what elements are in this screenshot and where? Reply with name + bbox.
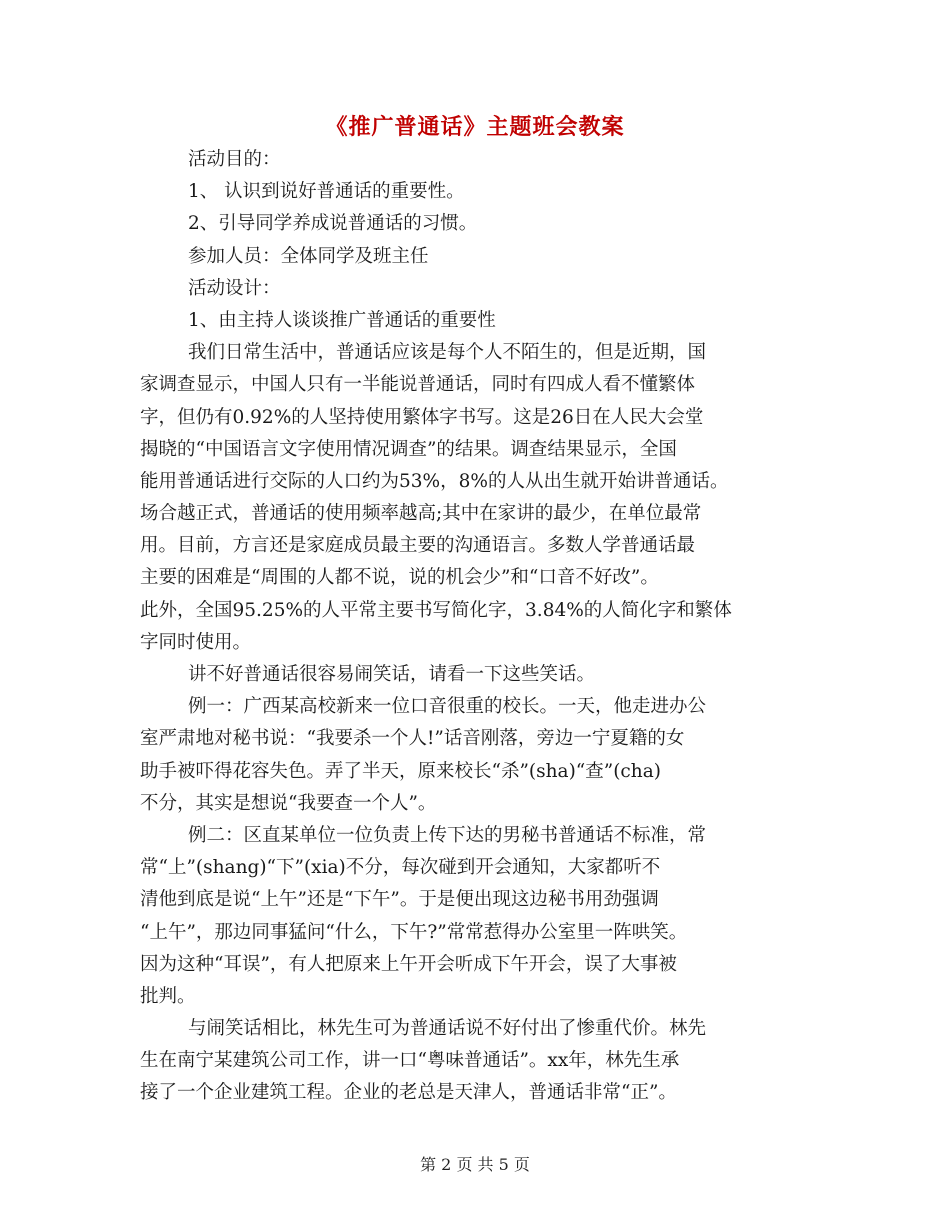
paragraph-line: 家调查显示，中国人只有一半能说普通话，同时有四成人看不懂繁体 [140,374,696,396]
paragraph-line: 常“上”(shang)“下”(xia)不分，每次碰到开会通知，大家都听不 [140,857,661,879]
paragraph-line: 例二：区直某单位一位负责上传下达的男秘书普通话不标准，常 [188,824,707,846]
document-body [140,144,820,1110]
list-item: 2、引导同学养成说普通话的习惯。 [188,213,478,235]
paragraph-line: 因为这种“耳误”，有人把原来上午开会听成下午开会，误了大事被 [140,953,677,975]
paragraph-line: 室严肃地对秘书说：“我要杀一个人!”话音刚落，旁边一宁夏籍的女 [140,728,685,750]
paragraph-line: 揭晓的“中国语言文字使用情况调查”的结果。调查结果显示，全国 [140,438,677,460]
paragraph-line: 用。目前，方言还是家庭成员最主要的沟通语言。多数人学普通话最 [140,535,696,557]
paragraph-line: 我们日常生活中，普通话应该是每个人不陌生的，但是近期，国 [188,342,707,364]
paragraph-line: 例一：广西某高校新来一位口音很重的校长。一天，他走进办公 [188,696,707,718]
paragraph-line: 能用普通话进行交际的人口约为53%，8%的人从出生就开始讲普通话。 [140,470,729,492]
paragraph-line: “上午”，那边同事猛问“什么，下午?”常常惹得办公室里一阵哄笑。 [140,921,688,943]
paragraph-line: 接了一个企业建筑工程。企业的老总是天津人，普通话非常“正”。 [140,1082,677,1104]
paragraph-line: 生在南宁某建筑公司工作，讲一口“粤味普通话”。xx年，林先生承 [140,1050,680,1072]
paragraph-line: 此外，全国95.25%的人平常主要书写简化字，3.84%的人简化字和繁体 [140,599,732,621]
paragraph-line: 主要的困难是“周围的人都不说，说的机会少”和“口音不好改”。 [140,567,659,589]
section-heading: 活动设计： [188,277,281,299]
participants-line: 参加人员：全体同学及班主任 [188,245,429,267]
paragraph-line: 场合越正式，普通话的使用频率越高;其中在家讲的最少，在单位最常 [140,503,702,525]
list-item: 1、由主持人谈谈推广普通话的重要性 [188,309,496,331]
section-heading: 活动目的： [188,149,281,170]
paragraph-line: 清他到底是说“上午”还是“下午”。于是便出现这边秘书用劲强调 [140,889,659,911]
paragraph-line: 字同时使用。 [140,631,252,653]
paragraph-line: 讲不好普通话很容易闹笑话，请看一下这些笑话。 [188,664,596,685]
paragraph-line: 不分，其实是想说“我要查一个人”。 [140,792,437,814]
document-title: 《推广普通话》主题班会教案 [325,114,625,140]
paragraph-line: 与闹笑话相比，林先生可为普通话说不好付出了惨重代价。林先 [188,1018,707,1040]
page-number-footer: 第 2 页 共 5 页 [420,1155,530,1174]
paragraph-line: 助手被吓得花容失色。弄了半天，原来校长“杀”(sha)“查”(cha) [140,760,661,782]
list-item: 1、 认识到说好普通话的重要性。 [188,181,465,203]
paragraph-line: 字，但仍有0.92%的人坚持使用繁体字书写。这是26日在人民大会堂 [140,406,704,428]
paragraph-line: 批判。 [140,985,196,1007]
